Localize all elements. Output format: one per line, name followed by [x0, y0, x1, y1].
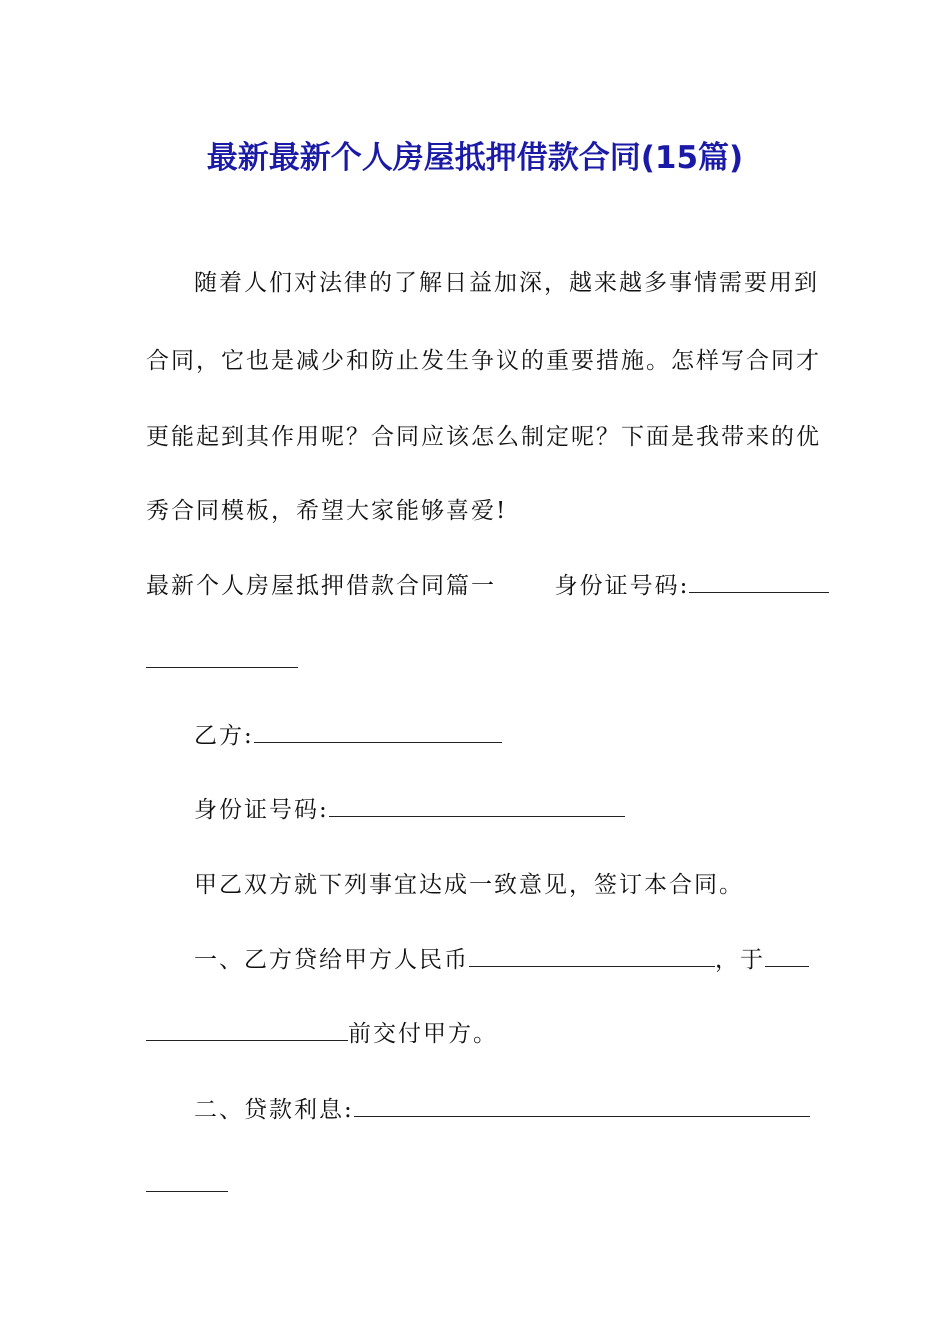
clause-2-label: 二、贷款利息:: [194, 1097, 354, 1123]
clause-1-mid: ，于: [715, 947, 765, 973]
id-number-line-2: [194, 794, 854, 825]
intro-line-4: 秀合同模板，希望大家能够喜爱!: [146, 498, 508, 524]
section-heading-line: [146, 570, 806, 601]
clause-1-suffix: 前交付甲方。: [348, 1021, 498, 1047]
section-heading: 最新个人房屋抵押借款合同篇一: [146, 573, 496, 599]
clause-1-line: [194, 944, 854, 975]
document-title: 最新最新个人房屋抵押借款合同(15篇): [206, 140, 744, 176]
id-number-label-1: 身份证号码:: [554, 573, 690, 599]
party-b-blank: [254, 720, 502, 743]
interest-blank: [354, 1094, 810, 1117]
interest-blank-continued: [146, 1190, 228, 1192]
delivery-date-blank-continued: [146, 1018, 348, 1041]
id-number-blank-1: [689, 570, 829, 593]
agreement-statement: 甲乙双方就下列事宜达成一致意见，签订本合同。: [194, 872, 744, 898]
clause-2-line: [194, 1094, 854, 1125]
delivery-date-blank: [765, 944, 809, 967]
party-b-line: [194, 720, 854, 751]
id-number-blank-2: [329, 794, 625, 817]
loan-amount-blank: [469, 944, 715, 967]
id-number-label-2: 身份证号码:: [194, 797, 329, 823]
intro-line-1: 随着人们对法律的了解日益加深，越来越多事情需要用到: [194, 270, 819, 296]
intro-line-3: 更能起到其作用呢？合同应该怎么制定呢？下面是我带来的优: [146, 424, 821, 450]
id-number-blank-1-continued: [146, 666, 298, 668]
clause-1-continued: [146, 1018, 806, 1049]
party-b-label: 乙方:: [194, 723, 254, 749]
clause-1-prefix: 一、乙方贷给甲方人民币: [194, 947, 469, 973]
intro-line-2: 合同，它也是减少和防止发生争议的重要措施。怎样写合同才: [146, 348, 821, 374]
